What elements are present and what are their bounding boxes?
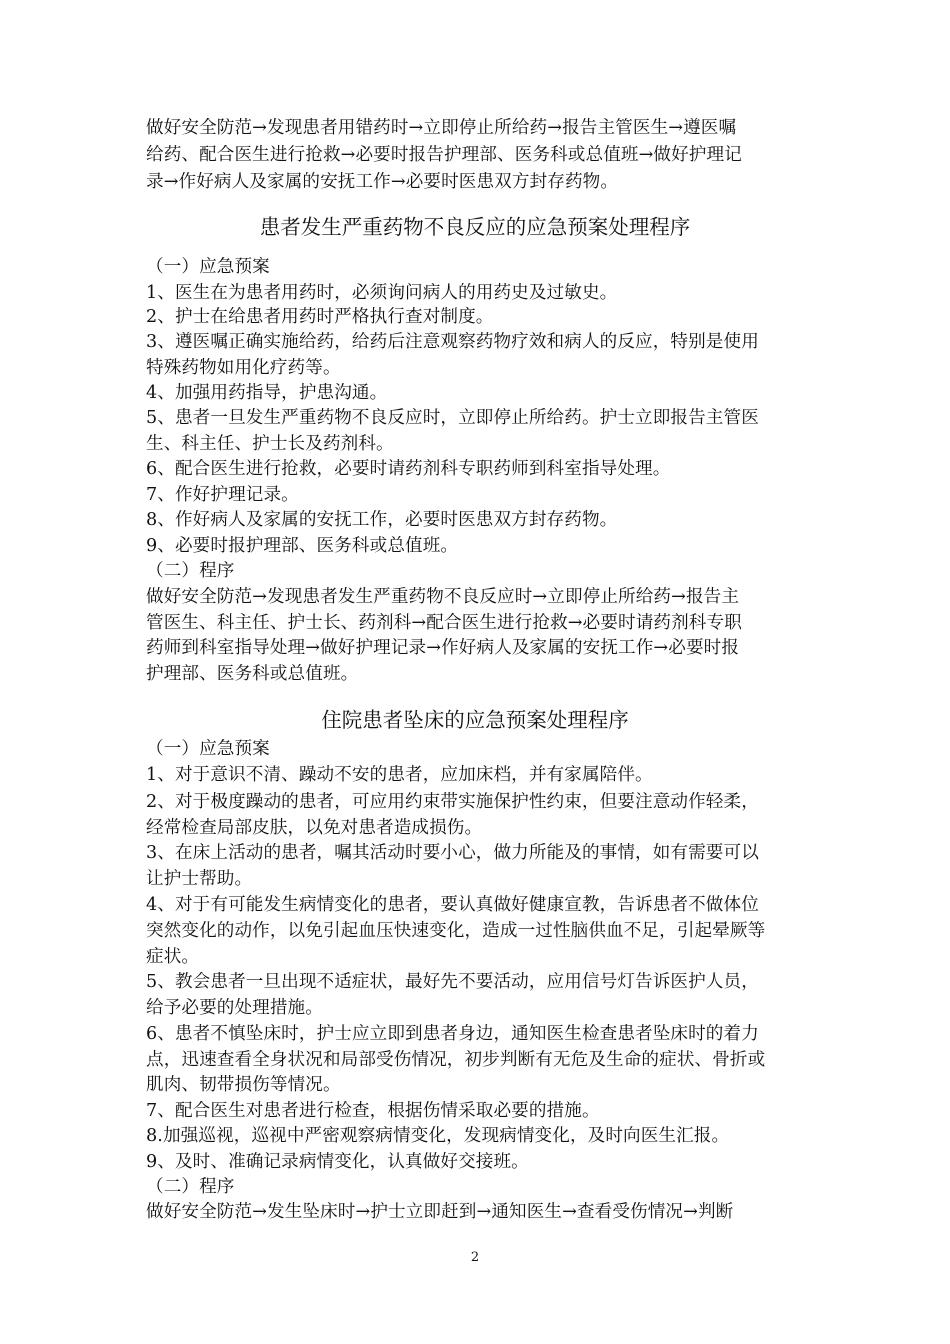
section2-line: 2、对于极度躁动的患者，可应用约束带实施保护性约束，但要注意动作轻柔，	[146, 792, 759, 812]
section1-title: 患者发生严重药物不良反应的应急预案处理程序	[259, 215, 691, 239]
section2-line: 做好安全防范→发生坠床时→护士立即赶到→通知医生→查看受伤情况→判断	[146, 1202, 734, 1222]
section2-line: 肌肉、韧带损伤等情况。	[146, 1075, 341, 1095]
section1-line: 生、科主任、护士长及药剂科。	[146, 434, 394, 454]
page-number: 2	[470, 1250, 480, 1265]
section1-line: 3、遵医嘱正确实施给药，给药后注意观察药物疗效和病人的反应，特别是使用	[146, 332, 759, 352]
section2-line: 3、在床上活动的患者，嘱其活动时要小心，做力所能及的事情，如有需要可以	[146, 843, 759, 863]
intro-line-3: 录→作好病人及家属的安抚工作→必要时医患双方封存药物。	[146, 172, 619, 192]
section2-line: 经常检查局部皮肤，以免对患者造成损伤。	[146, 818, 483, 838]
section1-line: 特殊药物如用化疗药等。	[146, 358, 341, 378]
section2-line: （一）应急预案	[146, 739, 270, 759]
section1-line: 6、配合医生进行抢救，必要时请药剂科专职药师到科室指导处理。	[146, 459, 671, 479]
section2-line: 1、对于意识不清、躁动不安的患者，应加床档，并有家属陪伴。	[146, 765, 653, 785]
intro-line-2: 给药、配合医生进行抢救→必要时报告护理部、医务科或总值班→做好护理记	[146, 145, 742, 165]
section2-line: 4、对于有可能发生病情变化的患者，要认真做好健康宣教，告诉患者不做体位	[146, 895, 759, 915]
section1-line: 5、患者一旦发生严重药物不良反应时，立即停止所给药。护士立即报告主管医	[146, 408, 759, 428]
section1-line: 1、医生在为患者用药时，必须询问病人的用药史及过敏史。	[146, 283, 618, 303]
section2-line: 7、配合医生对患者进行检查，根据伤情采取必要的措施。	[146, 1101, 600, 1121]
section2-line: 9、及时、准确记录病情变化，认真做好交接班。	[146, 1152, 529, 1172]
section1-line: 做好安全防范→发现患者发生严重药物不良反应时→立即停止所给药→报告主	[146, 587, 740, 607]
section2-line: 6、患者不慎坠床时，护士应立即到患者身边，通知医生检查患者坠床时的着力	[146, 1024, 759, 1044]
section1-line: （一）应急预案	[146, 257, 270, 277]
section2-line: （二）程序	[146, 1177, 235, 1197]
section2-line: 5、教会患者一旦出现不适症状，最好先不要活动，应用信号灯告诉医护人员，	[146, 972, 759, 992]
section2-line: 8.加强巡视，巡视中严密观察病情变化，发现病情变化，及时向医生汇报。	[146, 1126, 730, 1146]
section1-line: 管医生、科主任、护士长、药剂科→配合医生进行抢救→必要时请药剂科专职	[146, 613, 742, 633]
section1-line: 护理部、医务科或总值班。	[146, 664, 359, 684]
section1-line: 药师到科室指导处理→做好护理记录→作好病人及家属的安抚工作→必要时报	[146, 638, 740, 658]
section1-line: （二）程序	[146, 561, 235, 581]
section1-line: 4、加强用药指导，护患沟通。	[146, 383, 388, 403]
section2-line: 点，迅速查看全身状况和局部受伤情况，初步判断有无危及生命的症状、骨折或	[146, 1050, 766, 1070]
section2-line: 突然变化的动作，以免引起血压快速变化，造成一过性脑供血不足，引起晕厥等	[146, 921, 766, 941]
section1-line: 9、必要时报护理部、医务科或总值班。	[146, 536, 459, 556]
section1-line: 7、作好护理记录。	[146, 485, 299, 505]
section2-line: 症状。	[146, 947, 200, 967]
section2-title: 住院患者坠床的应急预案处理程序	[321, 708, 629, 732]
section1-line: 2、护士在给患者用药时严格执行查对制度。	[146, 307, 494, 327]
section2-line: 让护士帮助。	[146, 869, 253, 889]
intro-line-1: 做好安全防范→发现患者用错药时→立即停止所给药→报告主管医生→遵医嘱	[146, 118, 737, 138]
section2-line: 给予必要的处理措施。	[146, 998, 323, 1018]
section1-line: 8、作好病人及家属的安抚工作，必要时医患双方封存药物。	[146, 510, 618, 530]
